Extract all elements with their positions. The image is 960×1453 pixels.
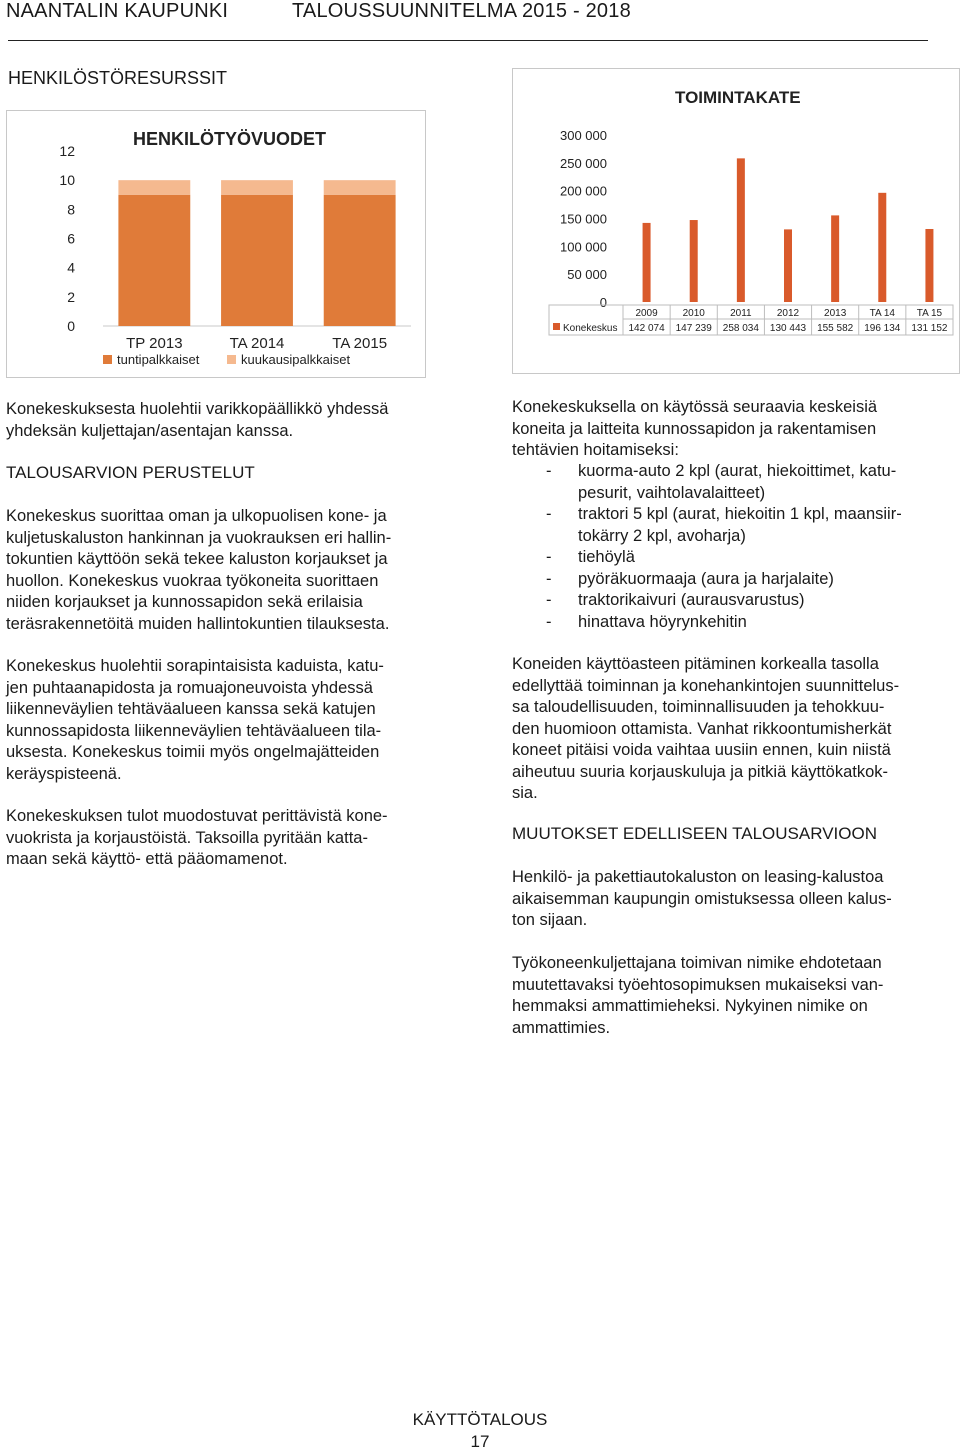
text-line: huollon. Konekeskus vuokraa työkoneita suorittaen [6, 571, 379, 590]
left-paragraph-2 [6, 506, 391, 635]
text-line: ammattimies. [512, 1018, 611, 1037]
left-paragraph-4 [6, 806, 388, 871]
text-line: Henkilö- ja pakettiautokaluston on leasing-kalustoa [512, 868, 884, 886]
text-line: sa taloudellisuuden, toiminnallisuuden ja tehokkuu- [512, 698, 885, 716]
equipment-item [512, 547, 902, 569]
chart-title: HENKILÖTYÖVUODET [133, 129, 327, 149]
text-line: ton sijaan. [512, 911, 588, 929]
text-line: kuljetuskaluston hankinnan ja vuokrauksen eri hallin- [6, 528, 392, 547]
text-line: tehtävien hoitamiseksi: [512, 441, 679, 459]
text-line: hemmaksi ammattimieheksi. Nykyinen nimike on [512, 997, 868, 1015]
text-line: Konekeskus suorittaa oman ja ulkopuolisen kone- ja [6, 507, 387, 525]
x-tick-label: TA 2014 [229, 335, 285, 352]
y-tick-label: 8 [67, 201, 75, 218]
text-line: Konekeskuksella on käytössä seuraavia keskeisiä [512, 398, 878, 416]
equipment-item [512, 590, 902, 612]
y-tick-label: 0 [67, 318, 75, 334]
header-organization: NAANTALIN KAUPUNKI [6, 0, 229, 22]
bar-konekeskus [878, 193, 886, 302]
bar-konekeskus [784, 229, 792, 302]
data-label: 196 134 [864, 323, 901, 334]
dash-bullet: - [546, 612, 552, 631]
heading-muutokset: MUUTOKSET EDELLISEEN TALOUSARVIOON [512, 824, 877, 843]
heading-talousarvion-perustelut: TALOUSARVION PERUSTELUT [6, 463, 255, 482]
text-line: aikaisemman kaupungin omistuksessa olleen kalus- [512, 889, 892, 908]
page-number: 17 [470, 1432, 490, 1451]
y-tick-label: 2 [67, 288, 75, 305]
y-tick-label: 300 000 [560, 128, 607, 143]
left-paragraph-1 [6, 399, 388, 442]
text-line: jen puhtaanapidosta ja romuajoneuvoista yhdessä [6, 678, 373, 697]
legend-label: kuukausipalkkaiset [241, 352, 351, 367]
chart-henkilotyovuodet-svg [7, 111, 425, 377]
header-document-title: TALOUSSUUNNITELMA 2015 - 2018 [292, 0, 631, 22]
text-line: koneet pitäisi voida vaihtaa uusiin ennen, kuin niistä [512, 741, 891, 759]
equipment-item-text: traktorikaivuri (aurausvarustus) [578, 591, 805, 609]
y-tick-label: 0 [599, 295, 607, 310]
x-tick-label: TP 2013 [126, 335, 183, 352]
y-tick-label: 250 000 [560, 155, 607, 171]
equipment-item [512, 504, 902, 547]
text-line: koneita ja laitteita kunnossapidon ja rakentamisen [512, 419, 877, 438]
equipment-list [512, 461, 902, 633]
equipment-item-text: hinattava höyrynkehitin [578, 612, 747, 631]
dash-bullet: - [546, 505, 552, 523]
x-tick-label: TA 2015 [332, 335, 388, 352]
text-line: Konekeskus huolehtii sorapintaisista kaduista, katu- [6, 657, 384, 675]
x-tick-label: 2011 [730, 308, 752, 319]
text-line: Työkoneenkuljettajana toimivan nimike ehdotetaan [512, 954, 882, 972]
y-tick-label: 10 [59, 172, 75, 189]
y-tick-label: 200 000 [560, 183, 607, 199]
bar-konekeskus [925, 229, 933, 302]
text-line: vuokrista ja korjaustöistä. Taksoilla pyritään katta- [6, 828, 368, 847]
equipment-item-text: traktori 5 kpl (aurat, hiekoitin 1 kpl, maansiir- [578, 505, 902, 523]
equipment-item-text: pesurit, vaihtolavalaitteet) [578, 483, 766, 502]
footer-section: KÄYTTÖTALOUS [412, 1410, 548, 1429]
equipment-item [512, 612, 902, 634]
text-line: niiden korjaukset ja kunnossapidon sekä erilaisia [6, 593, 363, 611]
text-line: muutettavaksi työehtosopimuksen mukaiseksi van- [512, 975, 884, 994]
legend-swatch [103, 355, 112, 364]
text-line: tokuntien käyttöön sekä tekee kaluston korjaukset ja [6, 550, 388, 568]
bar-kuukausipalkkaiset [221, 180, 293, 195]
bar-tuntipalkkaiset [221, 195, 293, 326]
text-line: uksesta. Konekeskus toimii myös ongelmajätteiden [6, 743, 380, 761]
text-line: liikenneväylien tehtäväalueen kanssa sekä katujen [6, 700, 376, 718]
legend-swatch [227, 355, 236, 364]
x-tick-label: TA 15 [916, 308, 943, 319]
text-line: kunnossapidosta liikenneväylien tehtäväalueen tila- [6, 721, 382, 740]
y-tick-label: 50 000 [567, 267, 607, 283]
bar-konekeskus [737, 158, 745, 302]
legend-label: Konekeskus [563, 323, 618, 334]
text-line: Konekeskuksen tulot muodostuvat perittävistä kone- [6, 807, 388, 825]
y-tick-label: 4 [67, 259, 75, 276]
data-label: 142 074 [628, 323, 665, 334]
text-line: Koneiden käyttöasteen pitäminen korkealla tasolla [512, 655, 879, 673]
dash-bullet: - [546, 591, 552, 609]
text-line: edellyttää toiminnan ja konehankintojen suunnittelus- [512, 676, 900, 695]
bar-tuntipalkkaiset [118, 195, 190, 326]
text-line: keräyspisteenä. [6, 764, 122, 783]
y-tick-label: 12 [59, 143, 75, 159]
x-tick-label: 2013 [824, 308, 847, 319]
bar-konekeskus [831, 215, 839, 302]
y-tick-label: 100 000 [560, 239, 607, 255]
equipment-item-text: kuorma-auto 2 kpl (aurat, hiekoittimet, katu- [578, 462, 897, 480]
x-tick-label: 2009 [635, 308, 658, 319]
data-label: 258 034 [722, 323, 759, 334]
right-paragraph-2 [512, 654, 899, 805]
text-line: den huomioon ottamista. Vanhat rikkoontumisherkät [512, 719, 892, 738]
legend-swatch [553, 323, 560, 330]
chart-henkilotyovuodet [6, 110, 426, 378]
header-rule [8, 40, 928, 41]
bar-konekeskus [643, 223, 651, 302]
x-tick-label: TA 14 [869, 308, 895, 319]
bar-kuukausipalkkaiset [324, 180, 396, 195]
bar-tuntipalkkaiset [324, 195, 396, 326]
data-label: 147 239 [675, 323, 712, 334]
dash-bullet: - [546, 462, 552, 480]
section-title: HENKILÖSTÖRESURSSIT [8, 68, 228, 88]
y-tick-label: 150 000 [560, 211, 607, 227]
equipment-item [512, 461, 902, 504]
chart-toimintakate [512, 68, 960, 374]
text-line: maan sekä käyttö- että pääomamenot. [6, 850, 288, 868]
left-paragraph-3 [6, 656, 384, 785]
text-line: aiheutuu suuria korjauskuluja ja pitkiä käyttökatkok- [512, 762, 889, 781]
chart-title: TOIMINTAKATE [675, 88, 801, 107]
data-label: 131 152 [911, 323, 948, 334]
data-label: 155 582 [817, 323, 854, 334]
x-tick-label: 2010 [682, 308, 705, 319]
dash-bullet: - [546, 569, 552, 588]
text-line: Konekeskuksesta huolehtii varikkopäällikkö yhdessä [6, 400, 389, 418]
y-tick-label: 6 [67, 230, 75, 247]
chart-toimintakate-svg [513, 69, 959, 373]
equipment-item-text: tiehöylä [578, 548, 635, 566]
right-paragraph-intro [512, 397, 877, 462]
legend-label: tuntipalkkaiset [117, 352, 200, 367]
right-paragraph-3 [512, 867, 892, 932]
right-paragraph-4 [512, 953, 883, 1039]
text-line: yhdeksän kuljettajan/asentajan kanssa. [6, 421, 294, 440]
bar-kuukausipalkkaiset [118, 180, 190, 195]
bar-konekeskus [690, 220, 698, 302]
dash-bullet: - [546, 548, 552, 566]
equipment-item [512, 569, 902, 591]
equipment-item-text: pyöräkuormaaja (aura ja harjalaite) [578, 569, 834, 588]
equipment-item-text: tokärry 2 kpl, avoharja) [578, 526, 746, 545]
text-line: sia. [512, 784, 538, 802]
text-line: teräsrakennetöitä muiden hallintokuntien tilauksesta. [6, 614, 390, 633]
x-tick-label: 2012 [776, 308, 800, 319]
data-label: 130 443 [769, 323, 807, 334]
